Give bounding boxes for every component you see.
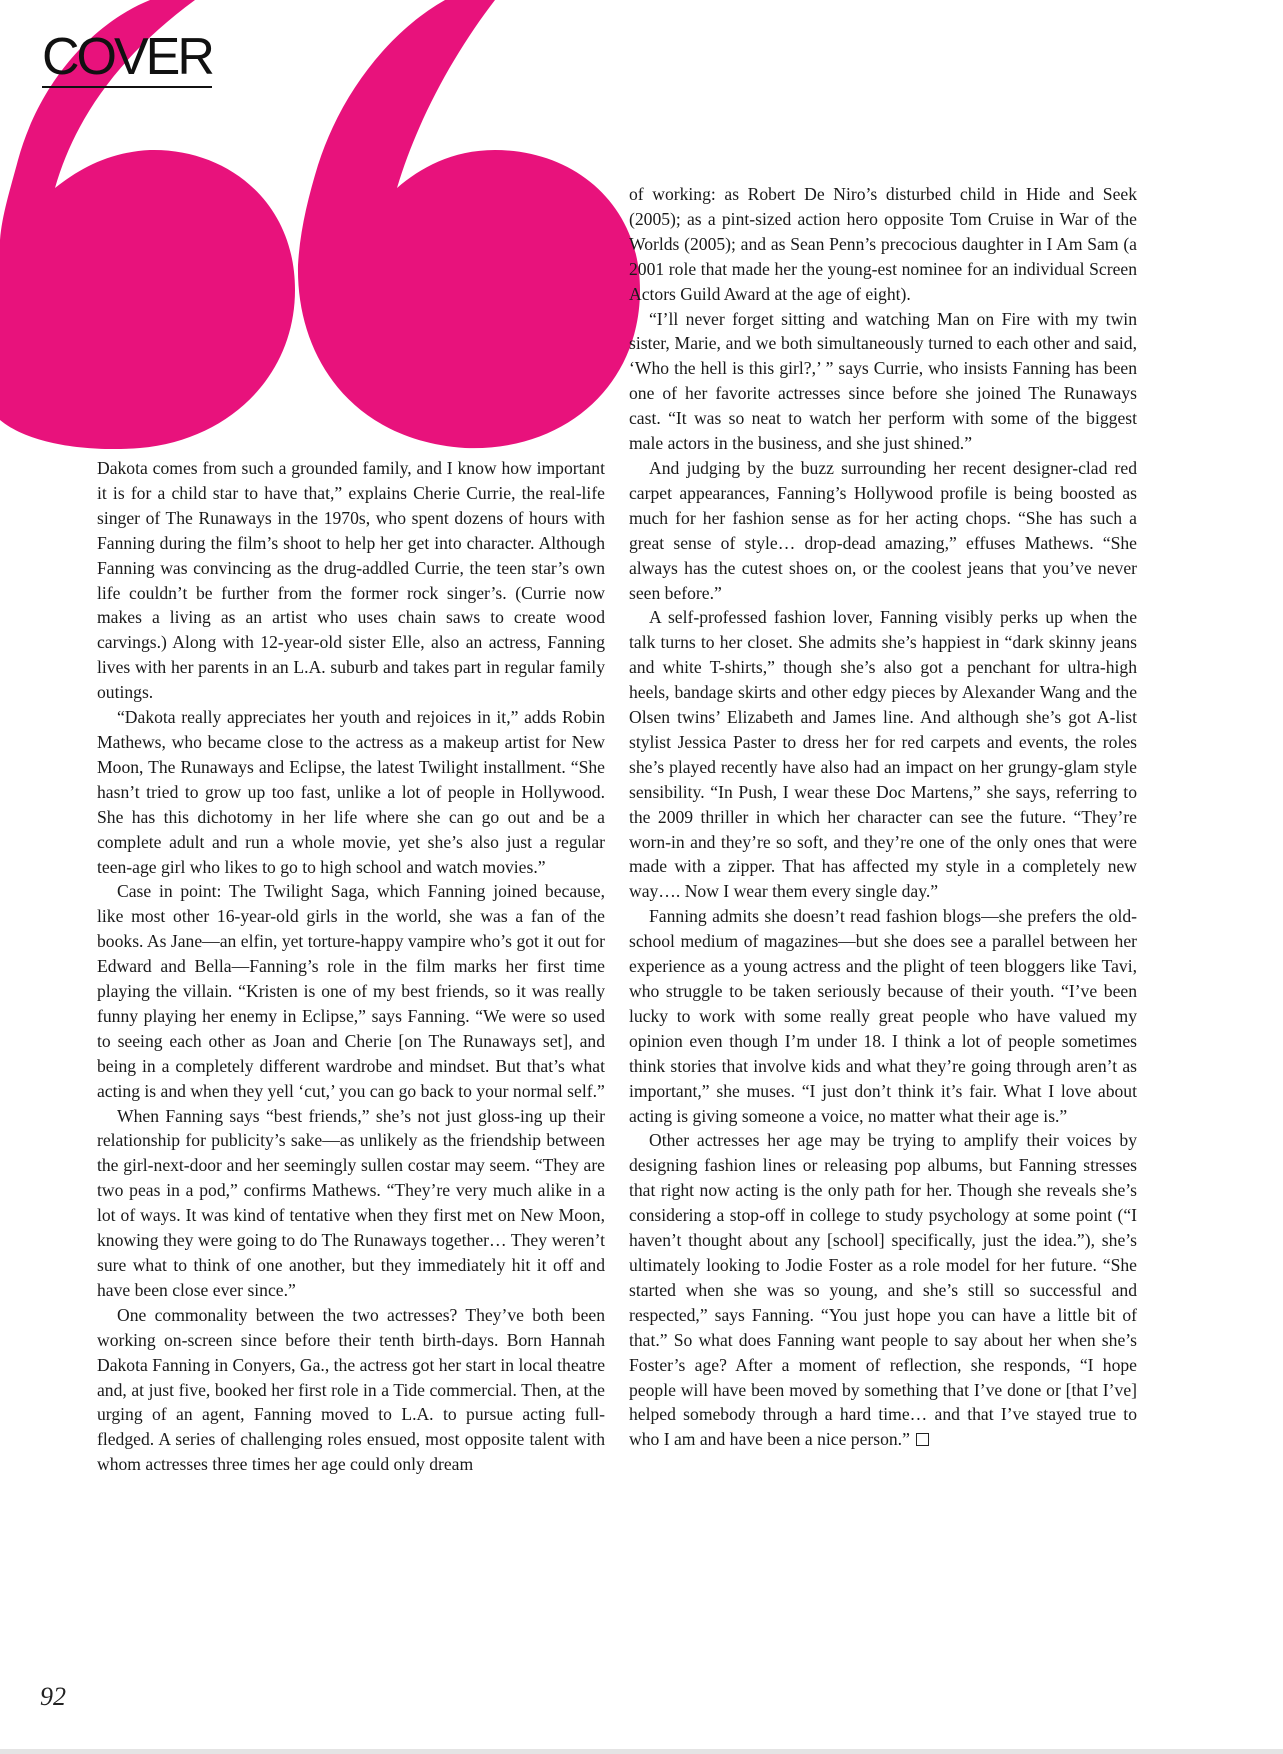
paragraph: Dakota comes from such a grounded family, and I know how important it is for a child star to have that,” explains Cherie Currie, the real-life singer of The Runaways in the 1970s, who spent dozens of hours with Fanning during the film’s shoot to help her get into character. Although Fanning was convincing as the drug-addled Currie, the teen star’s own life couldn’t be further from the former rock singer’s. (Currie now makes a living as an artist who uses chain saws to create wood carvings.) Along with 12-year-old sister Elle, also an actress, Fanning lives with her parents in an L.A. suburb and takes part in regular family outings. [97, 458, 605, 703]
paragraph-text: Other actresses her age may be trying to amplify their voices by designing fashion lines or releasing pop albums, but Fanning stresses that right now acting is the only path for her. Though she reveals she’s considering a stop-off in college to study psychology at some point (“I haven’t thought about any [school] specifically, just the idea.”), she’s ultimately looking to Jodie Foster as a role model for her future. “She started when she was so young, and she’s still so successful and respected,” says Fanning. “You just hope you can have a little bit of that.” So what does Fanning want people to say about her when she’s Foster’s age? After a moment of reflection, she responds, “I hope people will have been moved by something that I’ve done or [that I’ve] helped somebody through a hard time… and that I’ve stayed true to who I am and have been a nice person.” [629, 1130, 1137, 1450]
paragraph: One commonality between the two actresses? They’ve both been working on-screen since before their tenth birth-days. Born Hannah Dakota Fanning in Conyers, Ga., the actress got her start in local theatre and, at just five, booked her first role in a Tide commercial. Then, at the urging of an agent, Fanning moved to L.A. to pursue acting full-fledged. A series of challenging roles ensued, most opposite talent with whom actresses three times her age could only dream [97, 1304, 605, 1475]
article-column-left [97, 456, 605, 1477]
paragraph: When Fanning says “best friends,” she’s not just gloss-ing up their relationship for publicity’s sake—as unlikely as the friendship between the girl-next-door and her seemingly sullen costar may seem. “They are two peas in a pod,” confirms Mathews. “They’re very much alike in a lot of ways. It was kind of tentative when they first met on New Moon, knowing they were going to do The Runaways together… They weren’t sure what to think of one another, but they immediately hit it off and have been close ever since.” [97, 1105, 605, 1300]
paragraph: of working: as Robert De Niro’s disturbed child in Hide and Seek (2005); as a pint-sized action hero opposite Tom Cruise in War of the Worlds (2005); and as Sean Penn’s precocious daughter in I Am Sam (a 2001 role that made her the young-est nominee for an individual Screen Actors Guild Award at the age of eight). [629, 184, 1137, 304]
paragraph-last [629, 1128, 1137, 1452]
paragraph: Fanning admits she doesn’t read fashion blogs—she prefers the old-school medium of magazines—but she does see a parallel between her experience as a young actress and the plight of teen bloggers like Tavi, who struggle to be taken seriously because of their youth. “I’ve been lucky to work with some really great people who have valued my opinion even though I’m under 18. I think a lot of people sometimes think stories that involve kids and what they’re going through aren’t as important,” she muses. “I just don’t think it’s fair. What I love about acting is giving someone a voice, no matter what their age is.” [629, 906, 1137, 1126]
paragraph: “Dakota really appreciates her youth and rejoices in it,” adds Robin Mathews, who became close to the actress as a makeup artist for New Moon, The Runaways and Eclipse, the latest Twilight installment. “She hasn’t tried to grow up too fast, unlike a lot of people in Hollywood. She has this dichotomy in her life where she can go out and be a complete adult and run a whole movie, yet she’s also just a regular teen-age girl who likes to go to high school and watch movies.” [97, 707, 605, 877]
page-number: 92 [40, 1682, 66, 1711]
paragraph: Case in point: The Twilight Saga, which Fanning joined because, like most other 16-year-old girls in the world, she was a fan of the books. As Jane—an elfin, yet torture-happy vampire who’s got it out for Edward and Bella—Fanning’s role in the film marks her first time playing the villain. “Kristen is one of my best friends, so it was really funny playing her enemy in Eclipse,” says Fanning. “We were so used to seeing each other as Joan and Cherie [on The Runaways set], and being in a completely different wardrobe and mindset. But that’s what acting is and when they yell ‘cut,’ you can go back to your normal self.” [97, 881, 605, 1101]
paragraph: “I’ll never forget sitting and watching Man on Fire with my twin sister, Marie, and we both simultaneously turned to each other and said, ‘Who the hell is this girl?,’ ” says Currie, who insists Fanning has been one of her favorite actresses since before she joined The Runaways cast. “It was so neat to watch her perform with some of the biggest male actors in the business, and she just shined.” [629, 308, 1137, 454]
paragraph: A self-professed fashion lover, Fanning visibly perks up when the talk turns to her closet. She admits she’s happiest in “dark skinny jeans and white T-shirts,” though she’s also got a penchant for ultra-high heels, bandage skirts and other edgy pieces by Alexander Wang and the Olsen twins’ Elizabeth and James line. And although she’s got A-list stylist Jessica Paster to dress her for red carpets and events, the roles she’s played recently have also had an impact on her grungy-glam style sensibility. “In Push, I wear these Doc Martens,” she says, referring to the 2009 thriller in which her character can see the future. “They’re worn-in and they’re so soft, and they’re one of the only ones that were made with a zipper. That has affected my style in a completely new way…. Now I wear them every single day.” [629, 607, 1137, 902]
article-column-right [629, 182, 1137, 1452]
quote-glyph-right [298, 0, 640, 448]
bottom-rule [0, 1749, 1283, 1754]
section-label: COVER [42, 28, 212, 86]
end-mark-icon [916, 1433, 929, 1446]
paragraph: And judging by the buzz surrounding her recent designer-clad red carpet appearances, Fanning’s Hollywood profile is being boosted as much for her fashion sense as for her acting chops. “She has such a great sense of style… drop-dead amazing,” effuses Mathews. “She always has the cutest shoes on, or the coolest jeans that you’ve never seen before.” [629, 457, 1137, 603]
